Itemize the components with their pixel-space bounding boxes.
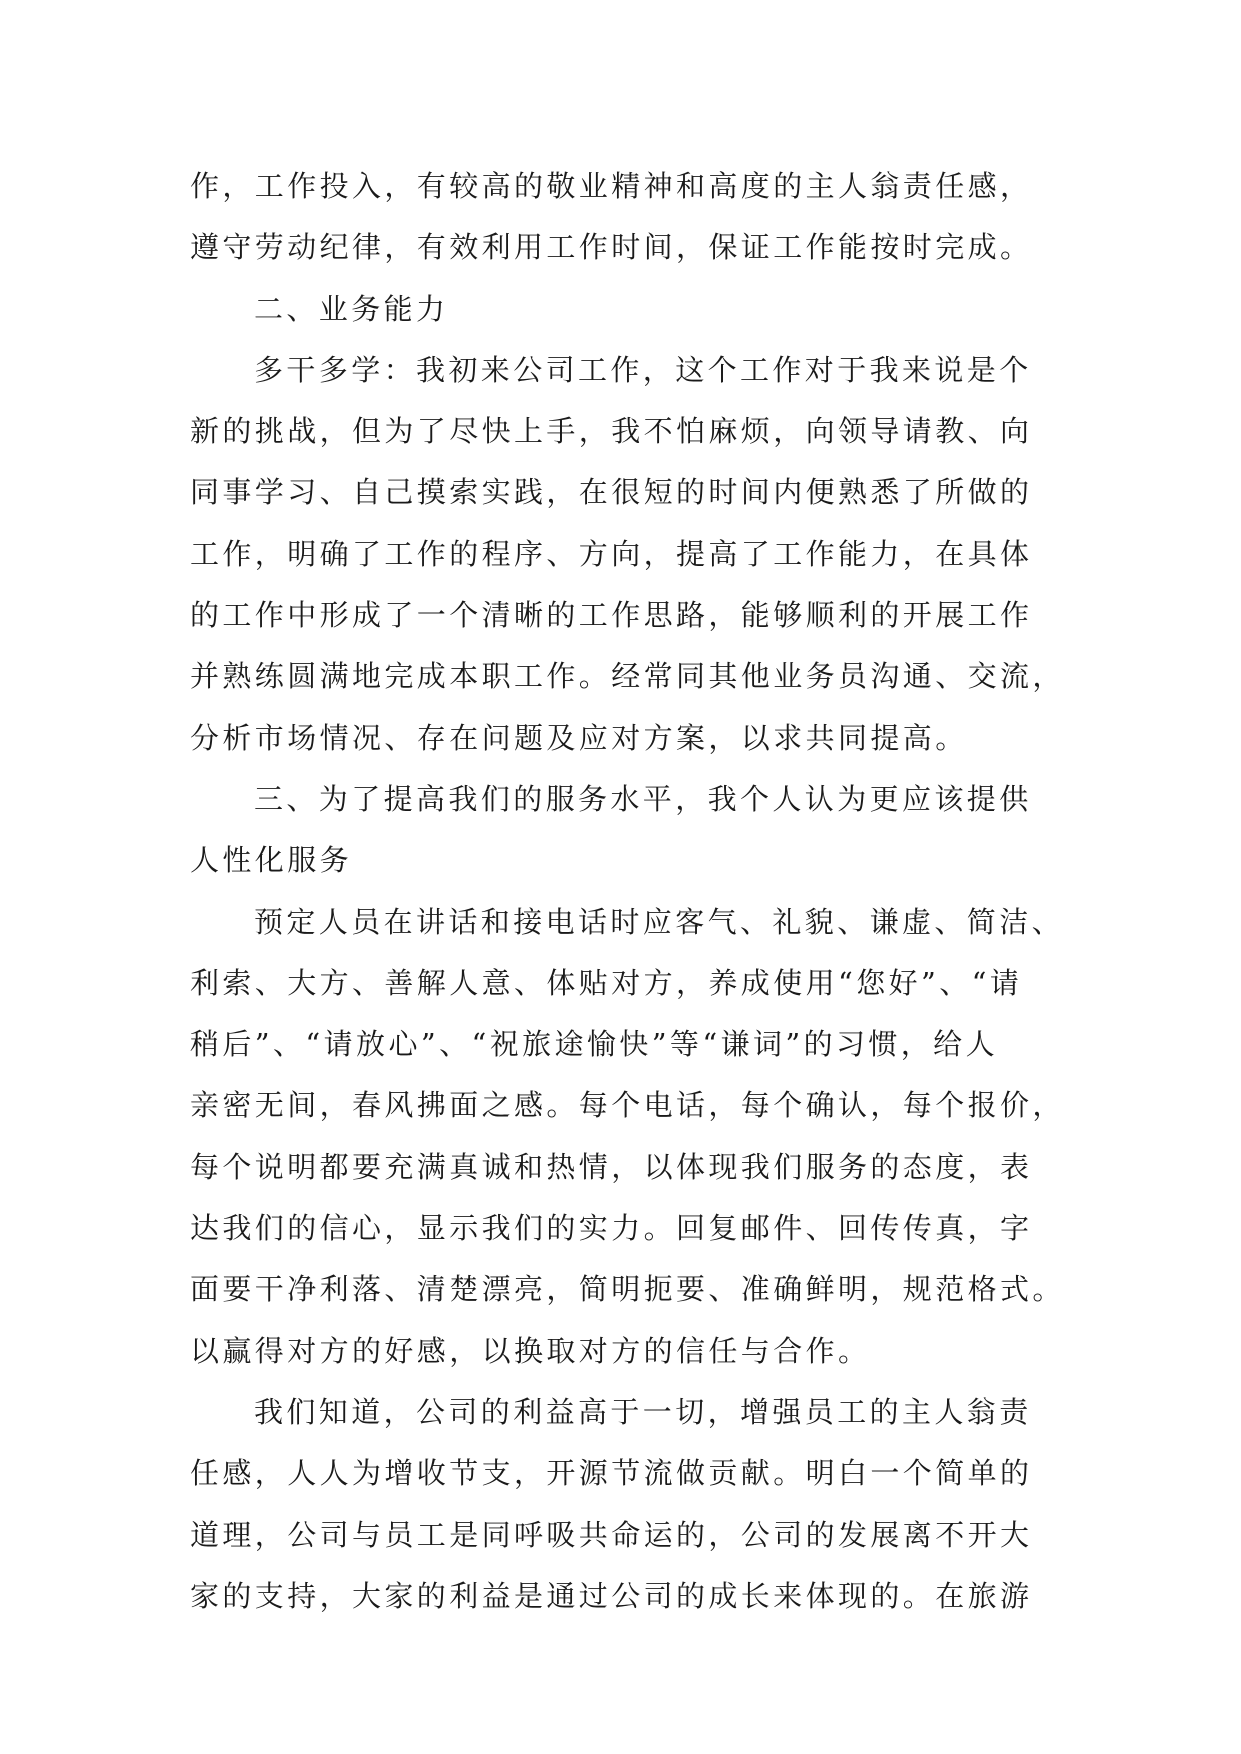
text-line: 同事学习、自己摸索实践，在很短的时间内便熟悉了所做的 [190, 475, 1033, 510]
paragraph-start: 多干多学：我初来公司工作，这个工作对于我来说是个 [254, 352, 1032, 387]
section-heading: 三、为了提高我们的服务水平，我个人认为更应该提供 [254, 781, 1032, 816]
text-line: 分析市场情况、存在问题及应对方案，以求共同提高。 [190, 720, 968, 755]
paragraph-start: 预定人员在讲话和接电话时应客气、礼貌、谦虚、简洁、 [254, 904, 1065, 939]
text-line: 任感，人人为增收节支，开源节流做贡献。明白一个简单的 [190, 1456, 1033, 1491]
text-line: 道理，公司与员工是同呼吸共命运的，公司的发展离不开大 [190, 1517, 1033, 1552]
text-line: 遵守劳动纪律，有效利用工作时间，保证工作能按时完成。 [190, 230, 1033, 265]
section-heading-continued: 人性化服务 [190, 843, 353, 878]
paragraph-start: 我们知道，公司的利益高于一切，增强员工的主人翁责 [254, 1394, 1032, 1429]
text-line: 新的挑战，但为了尽快上手，我不怕麻烦，向领导请教、向 [190, 414, 1033, 449]
text-line: 达我们的信心，显示我们的实力。回复邮件、回传传真，字 [190, 1211, 1033, 1246]
text-line: 的工作中形成了一个清晰的工作思路，能够顺利的开展工作 [190, 598, 1033, 633]
text-line: 以赢得对方的好感，以换取对方的信任与合作。 [190, 1333, 871, 1368]
text-line: 家的支持，大家的利益是通过公司的成长来体现的。在旅游 [190, 1578, 1033, 1613]
section-heading: 二、业务能力 [254, 291, 449, 326]
text-line: 作，工作投入，有较高的敬业精神和高度的主人翁责任感， [190, 169, 1033, 203]
text-line: 每个说明都要充满真诚和热情，以体现我们服务的态度，表 [190, 1149, 1033, 1184]
text-line: 工作，明确了工作的程序、方向，提高了工作能力，在具体 [190, 536, 1033, 571]
text-line: 稍后”、“请放心”、“祝旅途愉快”等“谦词”的习惯，给人 [190, 1027, 998, 1062]
document-body [190, 156, 1070, 1627]
text-line: 亲密无间，春风拂面之感。每个电话，每个确认，每个报价， [190, 1088, 1065, 1123]
text-line: 面要干净利落、清楚漂亮，简明扼要、准确鲜明，规范格式。 [190, 1272, 1065, 1307]
text-line: 并熟练圆满地完成本职工作。经常同其他业务员沟通、交流， [190, 659, 1065, 694]
text-line: 利索、大方、善解人意、体贴对方，养成使用“您好”、“请 [190, 965, 1023, 1000]
